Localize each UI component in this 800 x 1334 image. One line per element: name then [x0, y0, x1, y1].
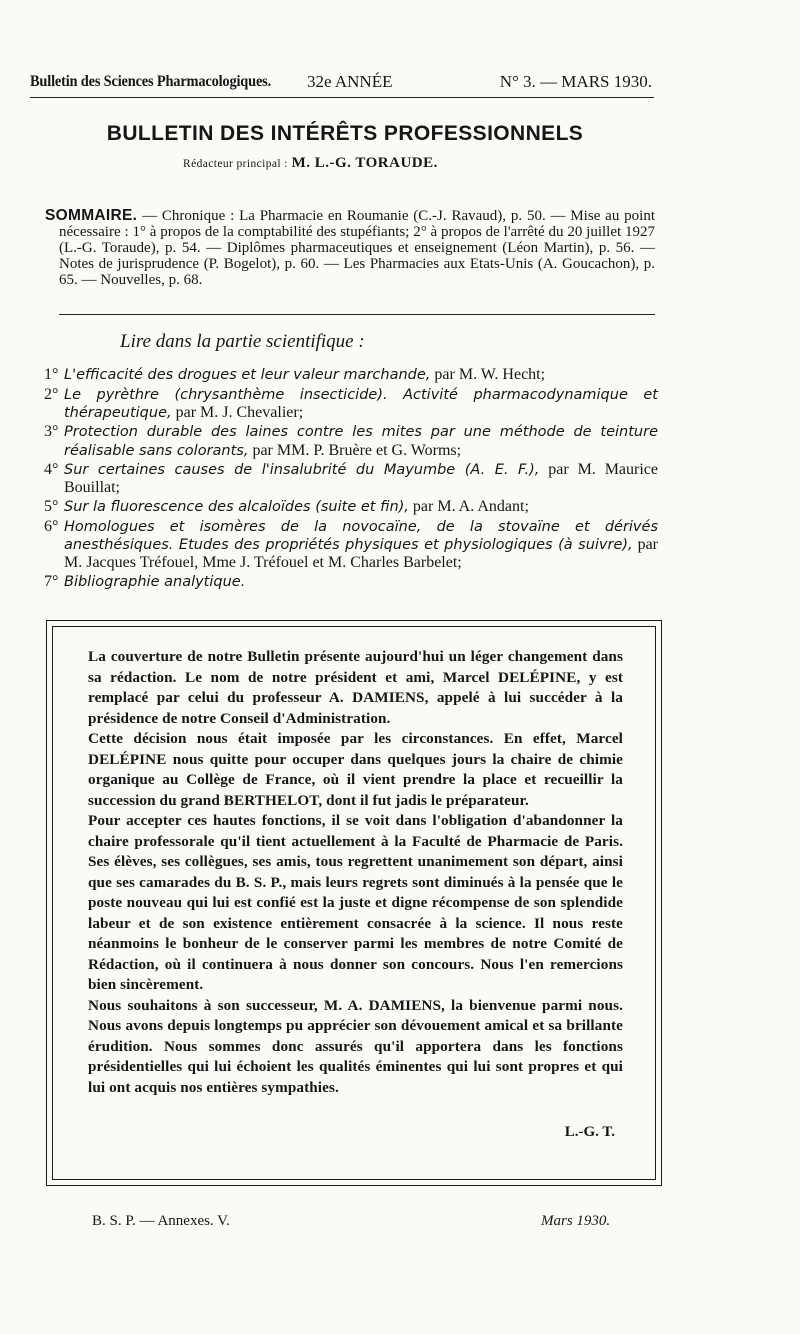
item-authors: par M. J. Chevalier; [175, 403, 304, 421]
running-head [30, 73, 652, 97]
item-number: 2° [44, 385, 59, 403]
list-item [44, 518, 658, 572]
item-authors: par M. A. Andant; [412, 497, 529, 515]
footer-annex: B. S. P. — Annexes. V. [92, 1213, 230, 1229]
item-number: 7° [44, 572, 59, 590]
editor-name: M. L.-G. TORAUDE. [291, 155, 438, 171]
editor-label: Rédacteur principal : [183, 158, 288, 170]
list-item [44, 386, 658, 422]
item-authors: par M. Jacques Tréfouel, Mme J. Tréfouel et M. Charles Barbelet; [64, 535, 659, 571]
item-title: Le pyrèthre (chrysanthème insecticide). Activité pharmacodynamique et thérapeutique, [64, 386, 658, 421]
notice-paragraph: Pour accepter ces hautes fonctions, il se voit dans l'obligation d'abandonner la chaire professorale qu'il tient actuellement à la Faculté de Pharmacie de Paris. Ses élèves, ses collègues, ses amis, tous regrettent unanimement son départ, ainsi que ses camarades du B. S. P., mais leurs regrets sont diminués à la pensée que le poste nouveau qui lui est confié est la juste et digne récompense de son splendide labeur et de son existence entièrement consacrée à la science. Il nous reste néanmoins le bonheur de le conserver parmi les membres de notre Comité de Rédaction, où il continuera à nous donner son concours. Nous l'en remercions bien sincèrement. [88, 812, 623, 993]
editor-line [183, 155, 438, 172]
item-authors: par MM. P. Bruère et G. Worms; [252, 441, 462, 459]
notice-frame [46, 620, 662, 1186]
list-item [44, 366, 658, 384]
sommaire-text: — Chronique : La Pharmacie en Roumanie (C.-J. Ravaud), p. 50. — Mise au point nécessaire : 1° à propos de la comptabilité des stupéfiants; 2° à propos de l'arrêté du 20 juillet 1927 (L.-G. Toraude), p. 54. — Diplômes pharmaceutiques et enseignement (Léon Martin), p. 56. — Notes de jurisprudence (P. Bogelot), p. 60. — Les Pharmacies aux Etats-Unis (A. Goucachon), p. 65. — Nouvelles, p. 68. [59, 208, 655, 288]
notice-signature: L.-G. T. [564, 1124, 615, 1140]
header-rule [30, 97, 654, 98]
list-item [44, 423, 658, 459]
item-authors: par M. Maurice Bouillat; [64, 461, 659, 497]
notice-paragraph: La couverture de notre Bulletin présente aujourd'hui un léger changement dans sa rédaction. Le nom de notre président et ami, Marcel DELÉPINE, y est remplacé par celui du professeur A. DAMIENS, appelé à lui succéder à la présidence de notre Conseil d'Administration. [88, 648, 623, 727]
item-title: Protection durable des laines contre les mites par une méthode de teinture réalisable sans colorants, [64, 424, 658, 459]
notice-paragraph: Cette décision nous était imposée par les circonstances. En effet, Marcel DELÉPINE nous quitte pour occuper dans quelques jours la chaire de chimie organique au Collège de France, où il vient prendre la place et recueillir la succession du grand BERTHELOT, dont il fut jadis le préparateur. [88, 730, 623, 809]
section-title: BULLETIN DES INTÉRÊTS PROFESSIONNELS [106, 122, 584, 145]
section-rule [59, 314, 655, 315]
item-title: Sur la fluorescence des alcaloïdes (suite et fin), [64, 498, 409, 515]
sommaire-heading: SOMMAIRE. [45, 207, 138, 224]
notice-body [88, 647, 623, 1098]
notice-paragraph: Nous souhaitons à son successeur, M. A. DAMIENS, la bienvenue parmi nous. Nous avons depuis longtemps pu apprécier son dévouement amical et sa brillante érudition. Nous sommes donc assurés qu'il apportera dans les fonctions présidentielles qui lui échoient les qualités éminentes qui lui sont propres et qui lui ont acquis nos entières sympathies. [88, 996, 623, 1096]
volume-year: 32e ANNÉE [307, 72, 393, 91]
issue-date: N° 3. — MARS 1930. [499, 72, 652, 91]
table-of-contents [45, 207, 655, 289]
notice-inner-frame [52, 626, 656, 1180]
footer-date [541, 1213, 610, 1230]
item-number: 4° [44, 461, 59, 479]
item-title: Sur certaines causes de l'insalubrité du Mayumbe (A. E. F.), [64, 462, 540, 479]
footer-date-text: Mars 1930. [541, 1213, 611, 1229]
item-authors: par M. W. Hecht; [434, 366, 546, 383]
item-number: 3° [44, 423, 59, 441]
item-number: 1° [44, 366, 59, 383]
list-item [44, 461, 658, 496]
journal-name: Bulletin des Sciences Pharmacologiques. [30, 73, 272, 90]
item-number: 5° [44, 497, 59, 515]
scientific-heading: Lire dans la partie scientifique : [120, 331, 365, 352]
item-title: Bibliographie analytique. [64, 573, 246, 590]
item-number: 6° [44, 517, 59, 535]
scientific-list [44, 366, 658, 592]
list-item [44, 498, 658, 516]
item-title: L'efficacité des drogues et leur valeur marchande, [64, 367, 431, 383]
item-title: Homologues et isomères de la novocaïne, de la stovaïne et dérivés anesthésiques. Etudes des propriétés physiques et physiologiques (à suivre), [64, 518, 658, 553]
list-item [44, 573, 658, 591]
